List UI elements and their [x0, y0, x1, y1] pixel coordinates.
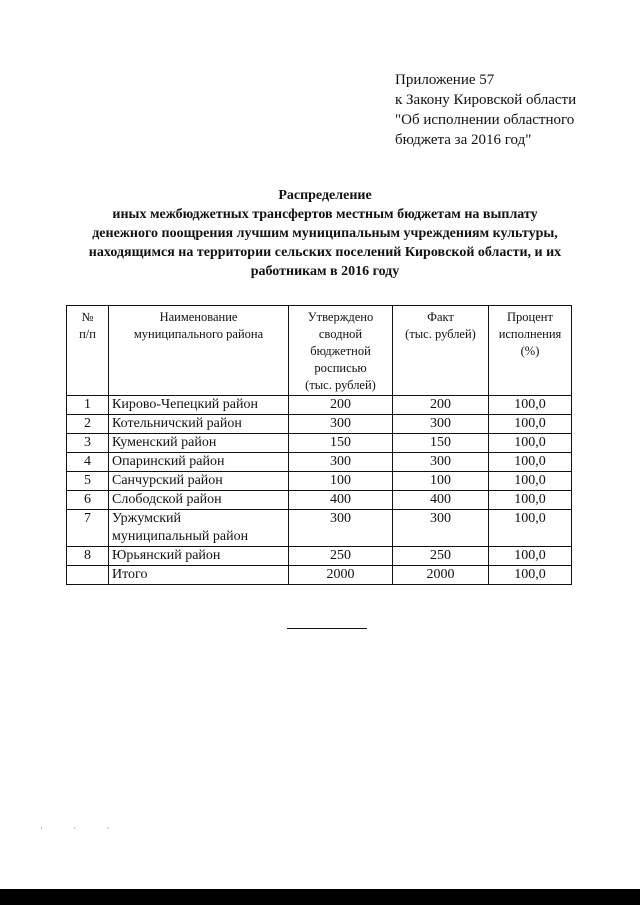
- header-text: росписью: [314, 361, 367, 375]
- table-row: [67, 453, 572, 472]
- row-number: [67, 566, 109, 585]
- header-text: муниципального района: [133, 327, 264, 341]
- header-text: сводной: [318, 327, 363, 341]
- header-text: (%): [520, 344, 540, 358]
- appendix-line: бюджета за 2016 год": [395, 132, 532, 148]
- title-line: иных межбюджетных трансфертов местным бюджетам на выплату: [112, 207, 538, 222]
- fact-value: 200: [393, 396, 489, 415]
- header-fact: [393, 306, 489, 396]
- district-name: [109, 510, 289, 547]
- row-number: 6: [67, 491, 109, 510]
- percent-value: 100,0: [489, 415, 572, 434]
- total-fact-value: 2000: [393, 566, 489, 585]
- scan-bottom-edge: [0, 889, 640, 905]
- percent-value: 100,0: [489, 453, 572, 472]
- approved-value: 300: [289, 510, 393, 547]
- table-total-row: [67, 566, 572, 585]
- header-number: [67, 306, 109, 396]
- percent-value: 100,0: [489, 547, 572, 566]
- header-text: Процент: [507, 310, 553, 324]
- row-number: 1: [67, 396, 109, 415]
- fact-value: 300: [393, 453, 489, 472]
- district-name: Санчурский район: [109, 472, 289, 491]
- approved-value: 300: [289, 453, 393, 472]
- fact-value: 250: [393, 547, 489, 566]
- header-approved: [289, 306, 393, 396]
- approved-value: 300: [289, 415, 393, 434]
- document-title: [40, 186, 610, 281]
- district-name: Кирово-Чепецкий район: [109, 396, 289, 415]
- title-line: денежного поощрения лучшим муниципальным учреждениям культуры,: [92, 226, 558, 241]
- fact-value: 400: [393, 491, 489, 510]
- row-number: 3: [67, 434, 109, 453]
- table-header-row: [67, 306, 572, 396]
- table-row: [67, 510, 572, 547]
- district-name-line: Уржумский: [112, 511, 182, 526]
- district-name: Котельничский район: [109, 415, 289, 434]
- fact-value: 300: [393, 415, 489, 434]
- percent-value: 100,0: [489, 472, 572, 491]
- row-number: 2: [67, 415, 109, 434]
- district-name-line: муниципальный район: [112, 529, 249, 544]
- table-row: [67, 434, 572, 453]
- appendix-line: к Закону Кировской области: [395, 92, 577, 108]
- appendix-line: "Об исполнении областного: [395, 112, 575, 128]
- distribution-table: [66, 305, 572, 585]
- approved-value: 400: [289, 491, 393, 510]
- appendix-line: Приложение 57: [395, 72, 495, 88]
- appendix-reference: [395, 70, 625, 150]
- title-line: Распределение: [278, 188, 372, 203]
- header-text: бюджетной: [310, 344, 371, 358]
- approved-value: 100: [289, 472, 393, 491]
- header-percent: [489, 306, 572, 396]
- total-percent-value: 100,0: [489, 566, 572, 585]
- table-row: [67, 415, 572, 434]
- end-divider-line: [287, 628, 367, 629]
- percent-value: 100,0: [489, 396, 572, 415]
- table-row: [67, 547, 572, 566]
- header-text: (тыс. рублей): [405, 327, 476, 341]
- header-text: Утверждено: [307, 310, 374, 324]
- district-name: Куменский район: [109, 434, 289, 453]
- row-number: 7: [67, 510, 109, 547]
- header-district-name: [109, 306, 289, 396]
- header-text: Факт: [427, 310, 454, 324]
- table-row: [67, 396, 572, 415]
- table-row: [67, 491, 572, 510]
- scan-dust-marks: · · ·: [40, 823, 124, 833]
- header-text: №: [81, 310, 94, 324]
- header-text: п/п: [79, 327, 96, 341]
- header-text: исполнения: [498, 327, 562, 341]
- total-label: Итого: [109, 566, 289, 585]
- percent-value: 100,0: [489, 510, 572, 547]
- percent-value: 100,0: [489, 434, 572, 453]
- table-row: [67, 472, 572, 491]
- total-approved-value: 2000: [289, 566, 393, 585]
- row-number: 4: [67, 453, 109, 472]
- approved-value: 250: [289, 547, 393, 566]
- row-number: 5: [67, 472, 109, 491]
- fact-value: 100: [393, 472, 489, 491]
- district-name: Опаринский район: [109, 453, 289, 472]
- district-name: Юрьянский район: [109, 547, 289, 566]
- fact-value: 300: [393, 510, 489, 547]
- approved-value: 150: [289, 434, 393, 453]
- header-text: (тыс. рублей): [305, 378, 376, 392]
- title-line: работникам в 2016 году: [250, 264, 400, 279]
- district-name: Слободской район: [109, 491, 289, 510]
- header-text: Наименование: [159, 310, 238, 324]
- fact-value: 150: [393, 434, 489, 453]
- approved-value: 200: [289, 396, 393, 415]
- percent-value: 100,0: [489, 491, 572, 510]
- title-line: находящимся на территории сельских поселений Кировской области, и их: [88, 245, 562, 260]
- row-number: 8: [67, 547, 109, 566]
